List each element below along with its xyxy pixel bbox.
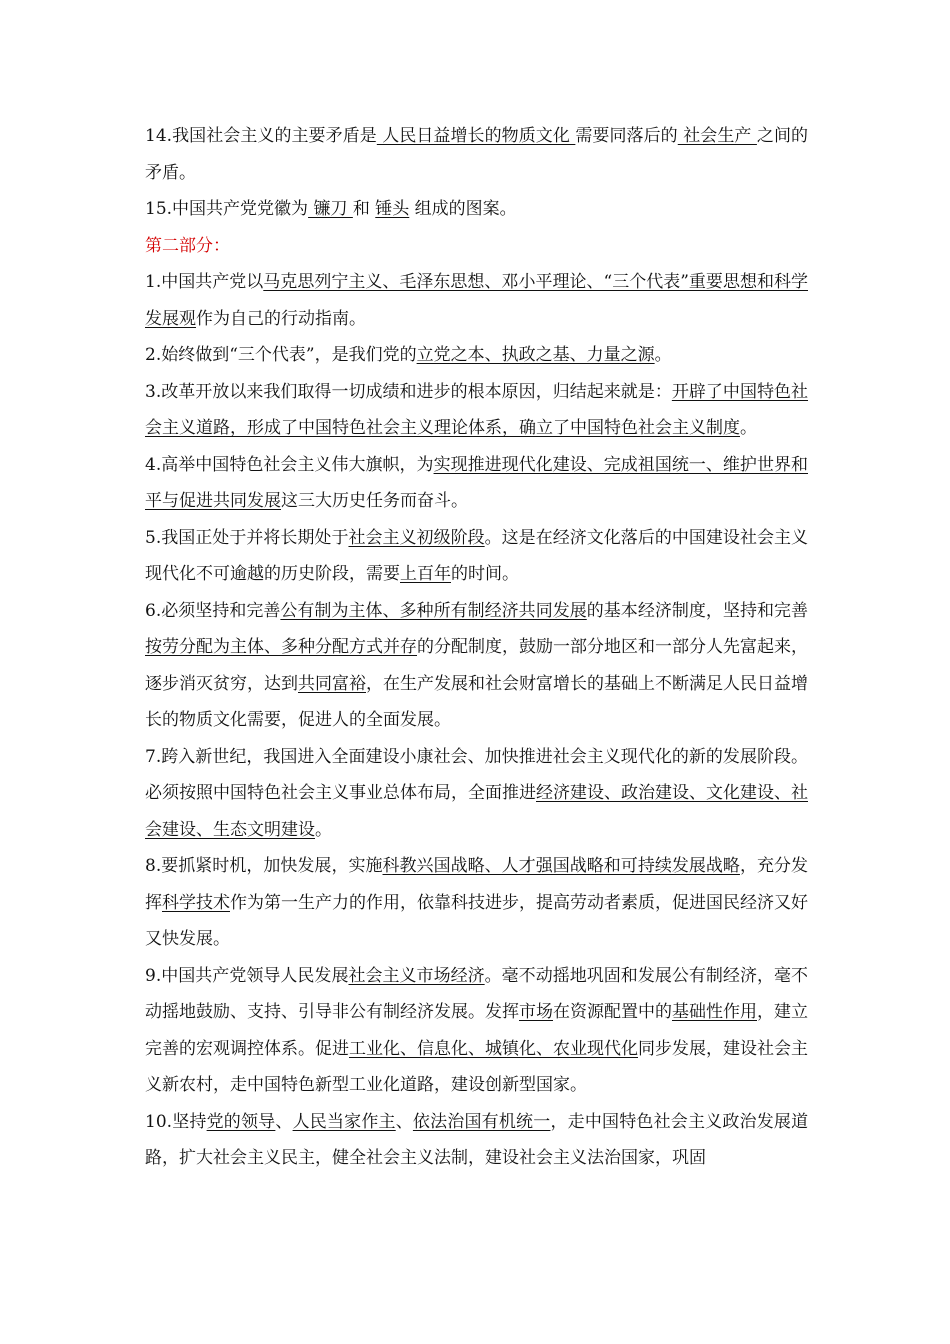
text-segment: 4.高举中国特色社会主义伟大旗帜，为 (145, 454, 434, 475)
underlined-answer: 科学技术 (162, 892, 230, 913)
text-segment: 。毫不动摇地巩固和发展公有制经济，毫不动摇地鼓励、支持、引导非公有制经济发展。发挥 (145, 965, 809, 1022)
document-body (145, 118, 808, 1177)
text-segment: 15.中国共产党党徽为 (145, 199, 309, 219)
underlined-answer: 人民当家作主 (292, 1111, 396, 1132)
text-segment: 。 (654, 345, 672, 365)
text-segment: 14.我国社会主义的主要矛盾是 (145, 126, 377, 146)
underlined-answer: 按劳分配为主体、多种分配方式并存 (145, 637, 417, 657)
underlined-answer: 实现推进现代化建设、完成祖国统一、维护世界和平与促进共同发展 (145, 454, 808, 511)
text-segment: 之间的矛盾。 (145, 126, 809, 183)
paragraph (145, 1104, 808, 1177)
text-segment: 9.中国共产党领导人民发展 (145, 965, 349, 986)
paragraph (145, 447, 808, 520)
section-heading: 第二部分： (145, 235, 230, 256)
text-segment: 6.必须坚持和完善 (145, 600, 281, 621)
text-segment: ，走中国特色社会主义政治发展道路，扩大社会主义民主，健全社会主义法制，建设社会主义法治国家，巩固 (145, 1111, 809, 1168)
underlined-answer: 马克思列宁主义、毛泽东思想、邓小平理论、“三个代表”重要思想和科学发展观 (145, 272, 808, 329)
text-segment: 5.我国正处于并将长期处于 (145, 527, 349, 548)
text-segment: ，充分发挥 (145, 856, 809, 913)
text-segment: 10.坚持 (145, 1111, 207, 1132)
underlined-answer: 公有制为主体、多种所有制经济共同发展 (280, 600, 587, 621)
text-segment: 的时间。 (451, 564, 519, 584)
paragraph (145, 593, 808, 739)
text-segment: 的分配制度，鼓励一部分地区和一部分人先富起来，逐步消灭贫穷，达到 (145, 637, 808, 694)
underlined-answer: 依法治国有机统一 (412, 1111, 551, 1132)
underlined-answer: 锤头 (375, 199, 410, 219)
text-segment: 。 (315, 819, 332, 840)
underlined-answer: 党的领导 (206, 1111, 276, 1132)
paragraph (145, 739, 808, 849)
underlined-answer: 上百年 (400, 564, 451, 584)
underlined-answer: 立党之本、执政之基、力量之源 (416, 345, 655, 365)
underlined-answer: 基础性作用 (672, 1002, 757, 1022)
paragraph (145, 958, 808, 1104)
text-segment: 组成的图案。 (409, 199, 517, 219)
text-segment: 作为第一生产力的作用，依靠科技进步，提高劳动者素质，促进国民经济又好又快发展。 (145, 892, 808, 949)
underlined-answer: 社会主义市场经济 (348, 965, 485, 986)
underlined-answer: 科教兴国战略、人才强国战略和可持续发展战略 (382, 856, 740, 876)
paragraph (145, 118, 808, 191)
text-segment: 需要同落后的 (575, 126, 678, 146)
text-segment: 8.要抓紧时机，加快发展，实施 (145, 856, 383, 876)
text-segment: 7.跨入新世纪，我国进入全面建设小康社会、加快推进社会主义现代化的新的发展阶段。必须按照中国特色社会主义事业总体布局，全面推进 (145, 746, 808, 803)
underlined-answer: 人民日益增长的物质文化 (376, 126, 576, 146)
text-segment: 。 (740, 418, 757, 438)
text-segment: 1.中国共产党以 (145, 272, 264, 292)
text-segment: 和 (352, 199, 376, 219)
underlined-answer: 社会主义初级阶段 (348, 527, 485, 548)
paragraph (145, 374, 808, 447)
text-segment: 、 (275, 1111, 293, 1132)
underlined-answer: 工业化、信息化、城镇化、农业现代化 (349, 1038, 638, 1059)
underlined-answer: 镰刀 (308, 199, 353, 219)
paragraph (145, 191, 808, 228)
underlined-answer: 共同富裕 (298, 673, 366, 694)
text-segment: 的基本经济制度，坚持和完善 (586, 600, 809, 621)
text-segment: 作为自己的行动指南。 (196, 308, 366, 329)
text-segment: ，在生产发展和社会财富增长的基础上不断满足人民日益增长的物质文化需要，促进人的全面发展。 (145, 673, 808, 730)
paragraph (145, 520, 808, 593)
text-segment: 、 (395, 1111, 413, 1132)
underlined-answer: 经济建设、政治建设、文化建设、社会建设、生态文明建设 (145, 783, 808, 840)
paragraph (145, 337, 808, 374)
text-segment: 这三大历史任务而奋斗。 (281, 491, 468, 511)
underlined-answer: 社会生产 (677, 126, 757, 146)
underlined-answer: 开辟了中国特色社会主义道路，形成了中国特色社会主义理论体系，确立了中国特色社会主义制度 (145, 381, 809, 438)
paragraph (145, 264, 808, 337)
text-segment: 。这是在经济文化落后的中国建设社会主义现代化不可逾越的历史阶段，需要 (145, 527, 809, 584)
text-segment: 2.始终做到“三个代表”，是我们党的 (145, 345, 417, 365)
text-segment: 同步发展，建设社会主义新农村，走中国特色新型工业化道路，建设创新型国家。 (145, 1038, 808, 1095)
underlined-answer: 市场 (519, 1002, 553, 1022)
paragraph (145, 848, 808, 958)
text-segment: 3.改革开放以来我们取得一切成绩和进步的根本原因，归结起来就是： (145, 381, 672, 402)
text-segment: ，建立完善的宏观调控体系。促进 (145, 1002, 808, 1059)
text-segment: 在资源配置中的 (553, 1002, 672, 1022)
